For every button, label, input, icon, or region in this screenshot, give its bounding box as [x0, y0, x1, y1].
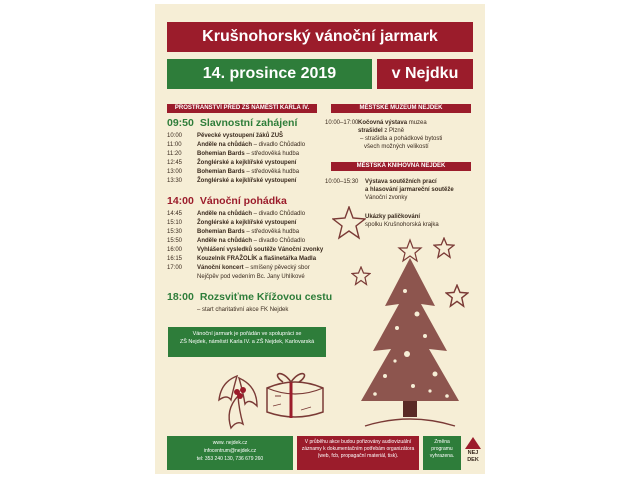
library-line-3: Vánoční zvonky — [365, 195, 408, 201]
row-time: 16:00 — [167, 247, 183, 253]
section-time: 14:00 — [167, 195, 194, 207]
change-line-1: Změna — [434, 439, 450, 445]
change-line-2: programu — [431, 446, 453, 452]
row-detail: – divadlo Chůdadlo — [252, 142, 306, 148]
holly-icon — [213, 366, 263, 432]
change-line-3: vyhrazena. — [429, 453, 455, 459]
row-title: Vyhlášení vysledků soutěže Vánoční zvonky — [197, 247, 324, 253]
row-title: Anděle na chůdách — [197, 238, 253, 244]
notice-line-2: záznamy k dokumentačním potřebám organizátora — [301, 446, 415, 452]
row-detail: – středověká hudba — [244, 169, 300, 175]
museum-line-2-rest: z Plzně — [382, 128, 405, 134]
program-row — [167, 132, 283, 140]
program-row — [167, 264, 310, 272]
date-banner: 14. prosince 2019 — [167, 59, 372, 89]
row-detail: – divadlo Chůdadlo — [252, 238, 306, 244]
section-time: 18:00 — [167, 291, 194, 303]
notice-line-3: (web, fcb, propagační materiál, tisk). — [317, 453, 399, 459]
program-row — [167, 168, 299, 176]
title-banner: Krušnohorský vánoční jarmark — [167, 22, 473, 52]
section-note: – start charitativní akce FK Nejdek — [197, 307, 289, 313]
section-name: Slavnostní zahájení — [199, 117, 298, 129]
row-time: 11:20 — [167, 151, 182, 157]
row-title: Anděle na chůdách — [197, 142, 253, 148]
row-detail: – středověká hudba — [244, 229, 300, 235]
row-detail: – divadlo Chůdadlo — [252, 211, 306, 217]
museum-time: 10:00–17:00 — [325, 120, 359, 126]
section-name: Rozsviťme Křížovou cestu — [199, 291, 333, 303]
museum-header: MĚSTSKÉ MUZEUM NEJDEK — [331, 104, 471, 113]
row-time: 13:00 — [167, 169, 183, 175]
notice-line-1: V průběhu akce budou pořizovány audiovizuální — [304, 439, 412, 445]
row-time: 13:30 — [167, 178, 183, 184]
program-row — [167, 141, 305, 149]
program-row — [167, 219, 296, 227]
row-detail: – smíšený pěvecký sbor — [243, 265, 310, 271]
program-row — [167, 177, 296, 185]
program-row — [167, 210, 305, 218]
row-time: 15:30 — [167, 229, 183, 235]
row-time: 15:10 — [167, 220, 183, 226]
row-title: Vánoční koncert — [197, 265, 244, 271]
row-time: 10:00 — [167, 133, 183, 139]
program-row — [167, 255, 316, 263]
row-title: Bohemian Bards — [197, 151, 245, 157]
logo-triangle-icon — [464, 436, 482, 450]
program-row — [167, 237, 305, 245]
left-venue-header: PROSTRANSTVÍ PŘED ZŠ NÁMĚSTÍ KARLA IV. — [167, 104, 317, 113]
row-title: Bohemian Bards — [197, 229, 245, 235]
cooperation-note — [168, 327, 326, 357]
row-time: 11:00 — [167, 142, 182, 148]
christmas-tree-icon — [355, 236, 465, 431]
section-name: Vánoční pohádka — [199, 195, 287, 207]
row-title: Žonglérské a kejklířské vystoupení — [197, 160, 297, 166]
library-line-2: a hlasování jarmareční soutěže — [365, 187, 454, 193]
section-time: 09:50 — [167, 117, 194, 129]
museum-line-2-bold: strašidel — [358, 128, 383, 134]
contact-box — [167, 436, 293, 470]
recording-notice — [297, 436, 419, 470]
program-row — [167, 150, 299, 158]
program-row — [167, 246, 323, 254]
city-banner: v Nejdku — [377, 59, 473, 89]
museum-line-2 — [358, 127, 404, 135]
row-time: 12:45 — [167, 160, 183, 166]
row-time: 15:50 — [167, 238, 183, 244]
row-title: Pěvecké vystoupení žáků ZUŠ — [197, 133, 284, 139]
star-ornament-icon — [332, 206, 366, 240]
library-header: MĚSTSKÁ KNIHOVNA NEJDEK — [331, 162, 471, 171]
program-row — [167, 159, 296, 167]
library-line-5: spolku Krušnohorská krajka — [365, 222, 439, 228]
row-title: Žonglérské a kejklířské vystoupení — [197, 220, 297, 226]
row-detail: – středověká hudba — [244, 151, 300, 157]
row-time: 16:15 — [167, 256, 183, 262]
museum-line-1 — [358, 119, 427, 127]
website-link[interactable]: www. nejdek.cz — [212, 440, 248, 446]
museum-line-4: všech možných velikostí — [364, 144, 429, 150]
section-title-opening — [167, 117, 297, 129]
row-time: 17:00 — [167, 265, 183, 271]
row-title: Kouzelník FRAŽOLÍK a flašinetářka Madla — [197, 256, 317, 262]
museum-line-1-rest: muzea — [407, 120, 427, 126]
gift-icon — [261, 366, 329, 422]
library-time: 10:00–15:30 — [325, 179, 359, 185]
logo-text: NEJ DEK — [467, 450, 479, 463]
email-link[interactable]: infocentrum@nejdek.cz — [203, 448, 257, 454]
library-line-1: Výstava soutěžních prací — [365, 179, 437, 185]
section-title-fairytale — [167, 195, 287, 207]
phone-text: tel: 353 240 130, 736 679 260 — [196, 456, 264, 462]
poster — [155, 4, 485, 474]
library-line-4: Ukázky paličkování — [365, 214, 421, 220]
row-title: Anděle na chůdách — [197, 211, 253, 217]
row-title: Bohemian Bards — [197, 169, 245, 175]
cooperation-line-1: Vánoční jarmark je pořádán ve spolupráci se — [192, 331, 302, 337]
program-row — [167, 228, 299, 236]
program-row-continuation: Nejčpěv pod vedením Bc. Jany Uhlíkové — [197, 274, 305, 280]
row-title: Žonglérské a kejklířské vystoupení — [197, 178, 297, 184]
cooperation-line-2: ZŠ Nejdek, náměstí Karla IV. a ZŠ Nejdek, Karlovarská — [179, 339, 315, 345]
nejdek-logo — [464, 436, 482, 470]
section-title-cross-path — [167, 291, 332, 303]
program-change-notice — [423, 436, 461, 470]
museum-line-3: – strašidla a pohádkové bytosti — [360, 136, 443, 142]
museum-line-1-bold: Kočovná výstava — [358, 120, 408, 126]
row-time: 14:45 — [167, 211, 183, 217]
